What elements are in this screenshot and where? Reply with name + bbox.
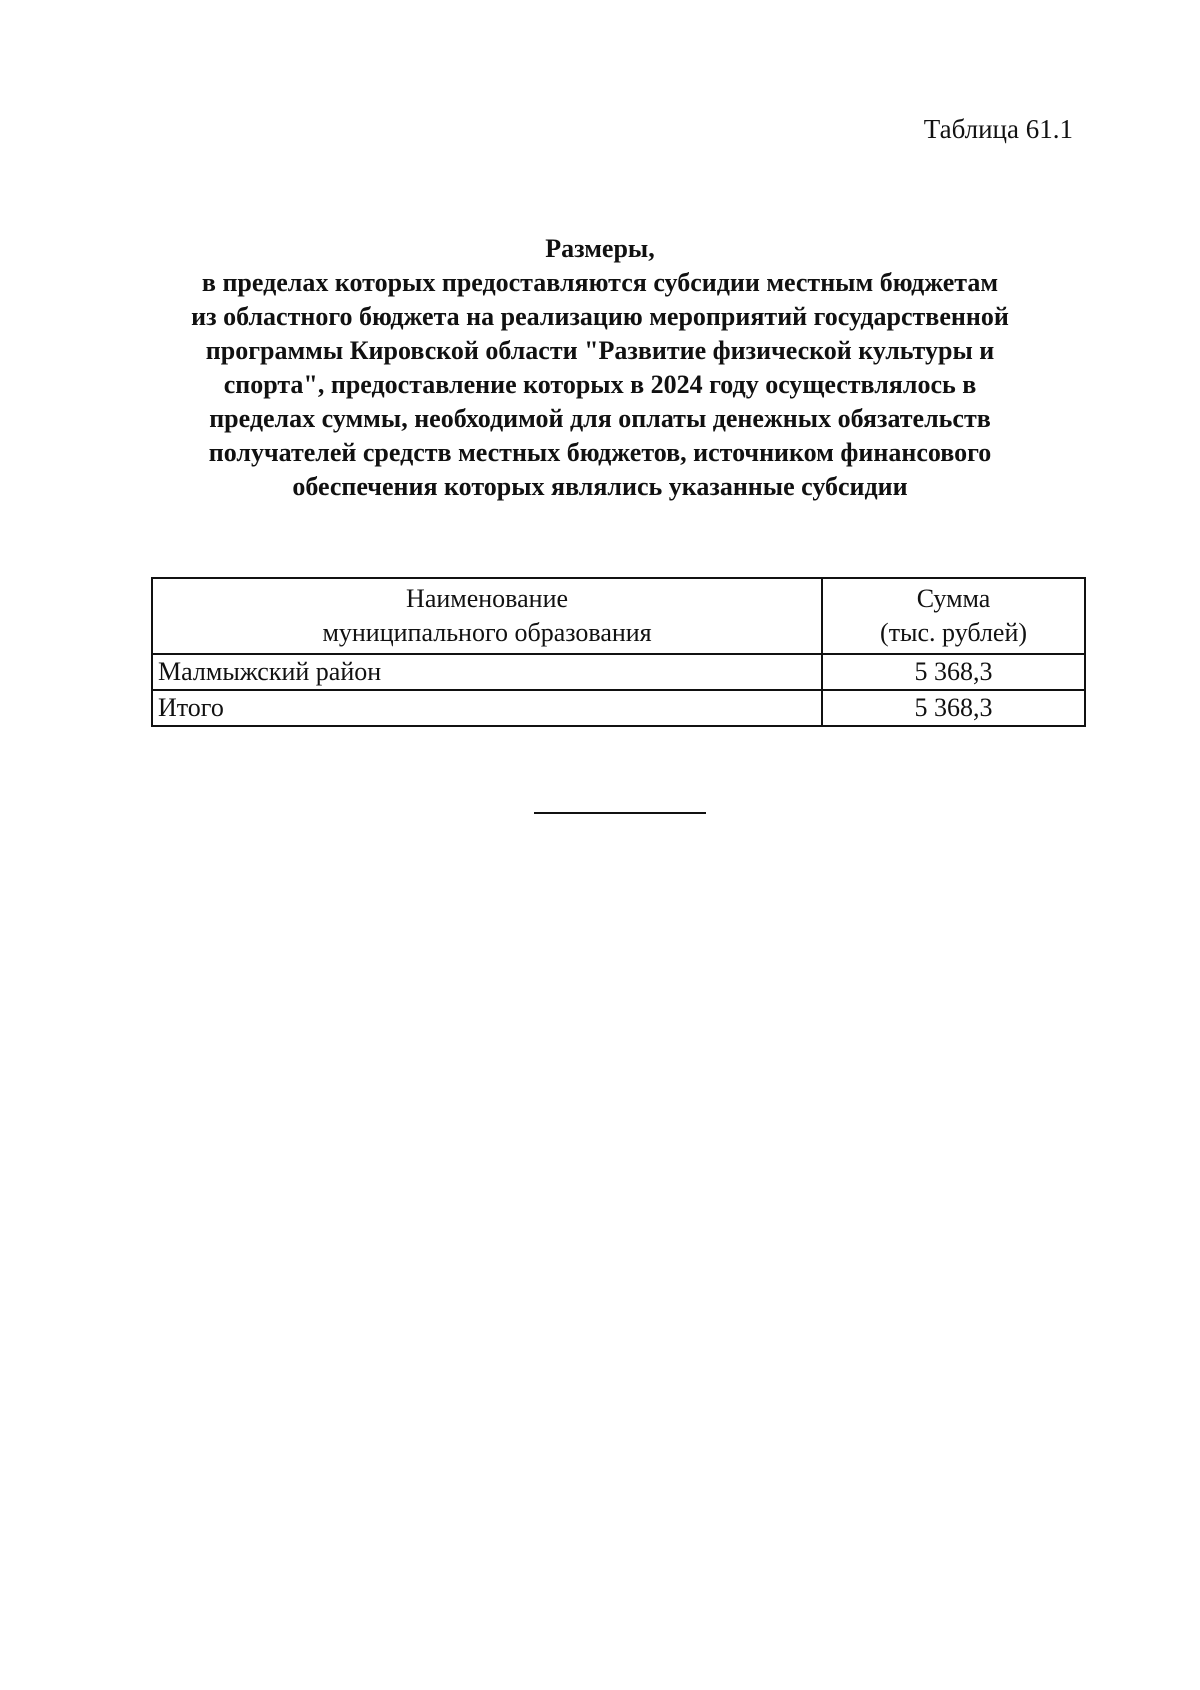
- header-text: (тыс. рублей): [880, 618, 1028, 647]
- total-label-cell: Итого: [152, 690, 822, 726]
- title-line: пределах суммы, необходимой для оплаты денежных обязательств: [209, 404, 991, 433]
- table-total-row: [152, 690, 1085, 726]
- document-title: [150, 232, 1050, 504]
- total-amount-cell: 5 368,3: [822, 690, 1085, 726]
- subsidy-table: [151, 577, 1086, 727]
- title-line: спорта", предоставление которых в 2024 году осуществлялось в: [223, 370, 977, 399]
- table-header-row: [152, 578, 1085, 654]
- title-line: в пределах которых предоставляются субсидии местным бюджетам: [201, 268, 999, 297]
- title-line: получателей средств местных бюджетов, источником финансового: [208, 438, 992, 467]
- header-text: Сумма: [916, 584, 991, 613]
- header-text: Наименование: [406, 584, 569, 613]
- title-line: программы Кировской области "Развитие физической культуры и: [205, 336, 995, 365]
- title-line: обеспечения которых являлись указанные субсидии: [292, 472, 908, 501]
- table-number: Таблица 61.1: [923, 114, 1073, 144]
- table-row: [152, 654, 1085, 690]
- header-text: муниципального образования: [322, 618, 652, 647]
- header-municipality: [152, 578, 822, 654]
- header-amount: [822, 578, 1085, 654]
- municipality-cell: Малмыжский район: [152, 654, 822, 690]
- end-separator-line: [534, 812, 706, 814]
- amount-cell: 5 368,3: [822, 654, 1085, 690]
- title-line: из областного бюджета на реализацию мероприятий государственной: [191, 302, 1009, 331]
- title-line: Размеры,: [545, 234, 655, 263]
